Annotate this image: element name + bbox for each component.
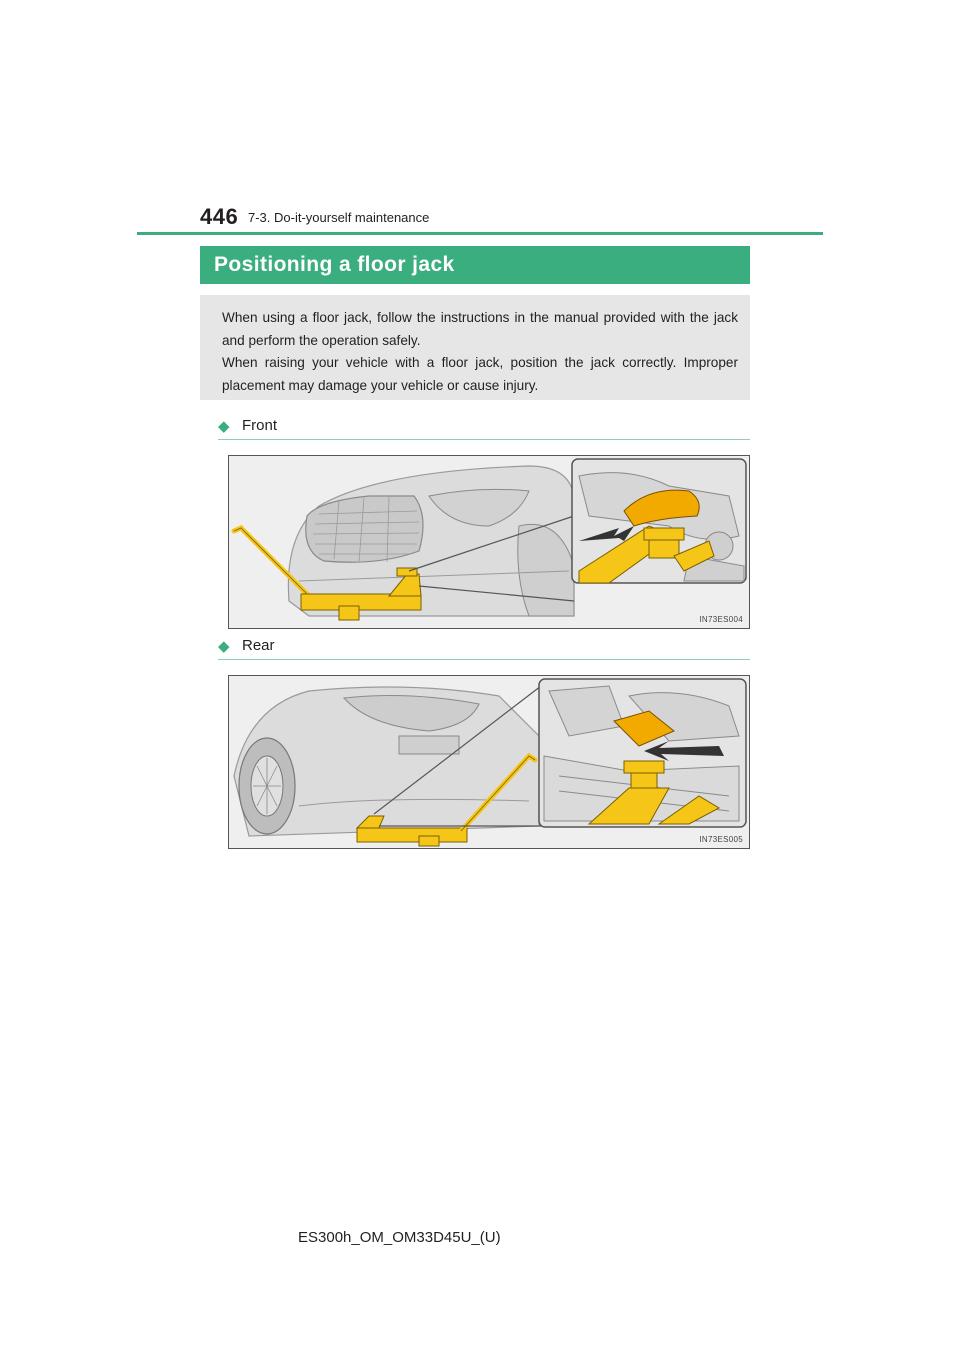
sub-heading-label: Rear (242, 637, 275, 654)
diamond-bullet-icon: ◆ (218, 638, 230, 655)
figure-code-rear: IN73ES005 (699, 835, 743, 844)
diamond-bullet-icon: ◆ (218, 418, 230, 435)
header-rule (137, 232, 823, 235)
intro-box (200, 295, 750, 400)
sub-heading-front (218, 415, 750, 440)
figure-front-jack (228, 455, 750, 629)
intro-paragraph-2: When raising your vehicle with a floor jack, position the jack correctly. Improper placement may damage your vehicle or cause injury. (222, 355, 738, 393)
section-label: 7-3. Do-it-yourself maintenance (248, 210, 430, 225)
page-number: 446 (200, 204, 239, 229)
intro-paragraph-1: When using a floor jack, follow the instructions in the manual provided with the jack and perform the operation safely. (222, 310, 738, 348)
sub-heading-rear (218, 635, 750, 660)
front-jack-illustration (229, 456, 749, 628)
page-title: Positioning a floor jack (214, 253, 455, 276)
figure-rear-jack (228, 675, 750, 849)
figure-code-front: IN73ES004 (699, 615, 743, 624)
footer-code: ES300h_OM_OM33D45U_(U) (298, 1229, 501, 1246)
rear-jack-illustration (229, 676, 749, 848)
title-bar (200, 246, 750, 284)
sub-heading-label: Front (242, 417, 278, 434)
